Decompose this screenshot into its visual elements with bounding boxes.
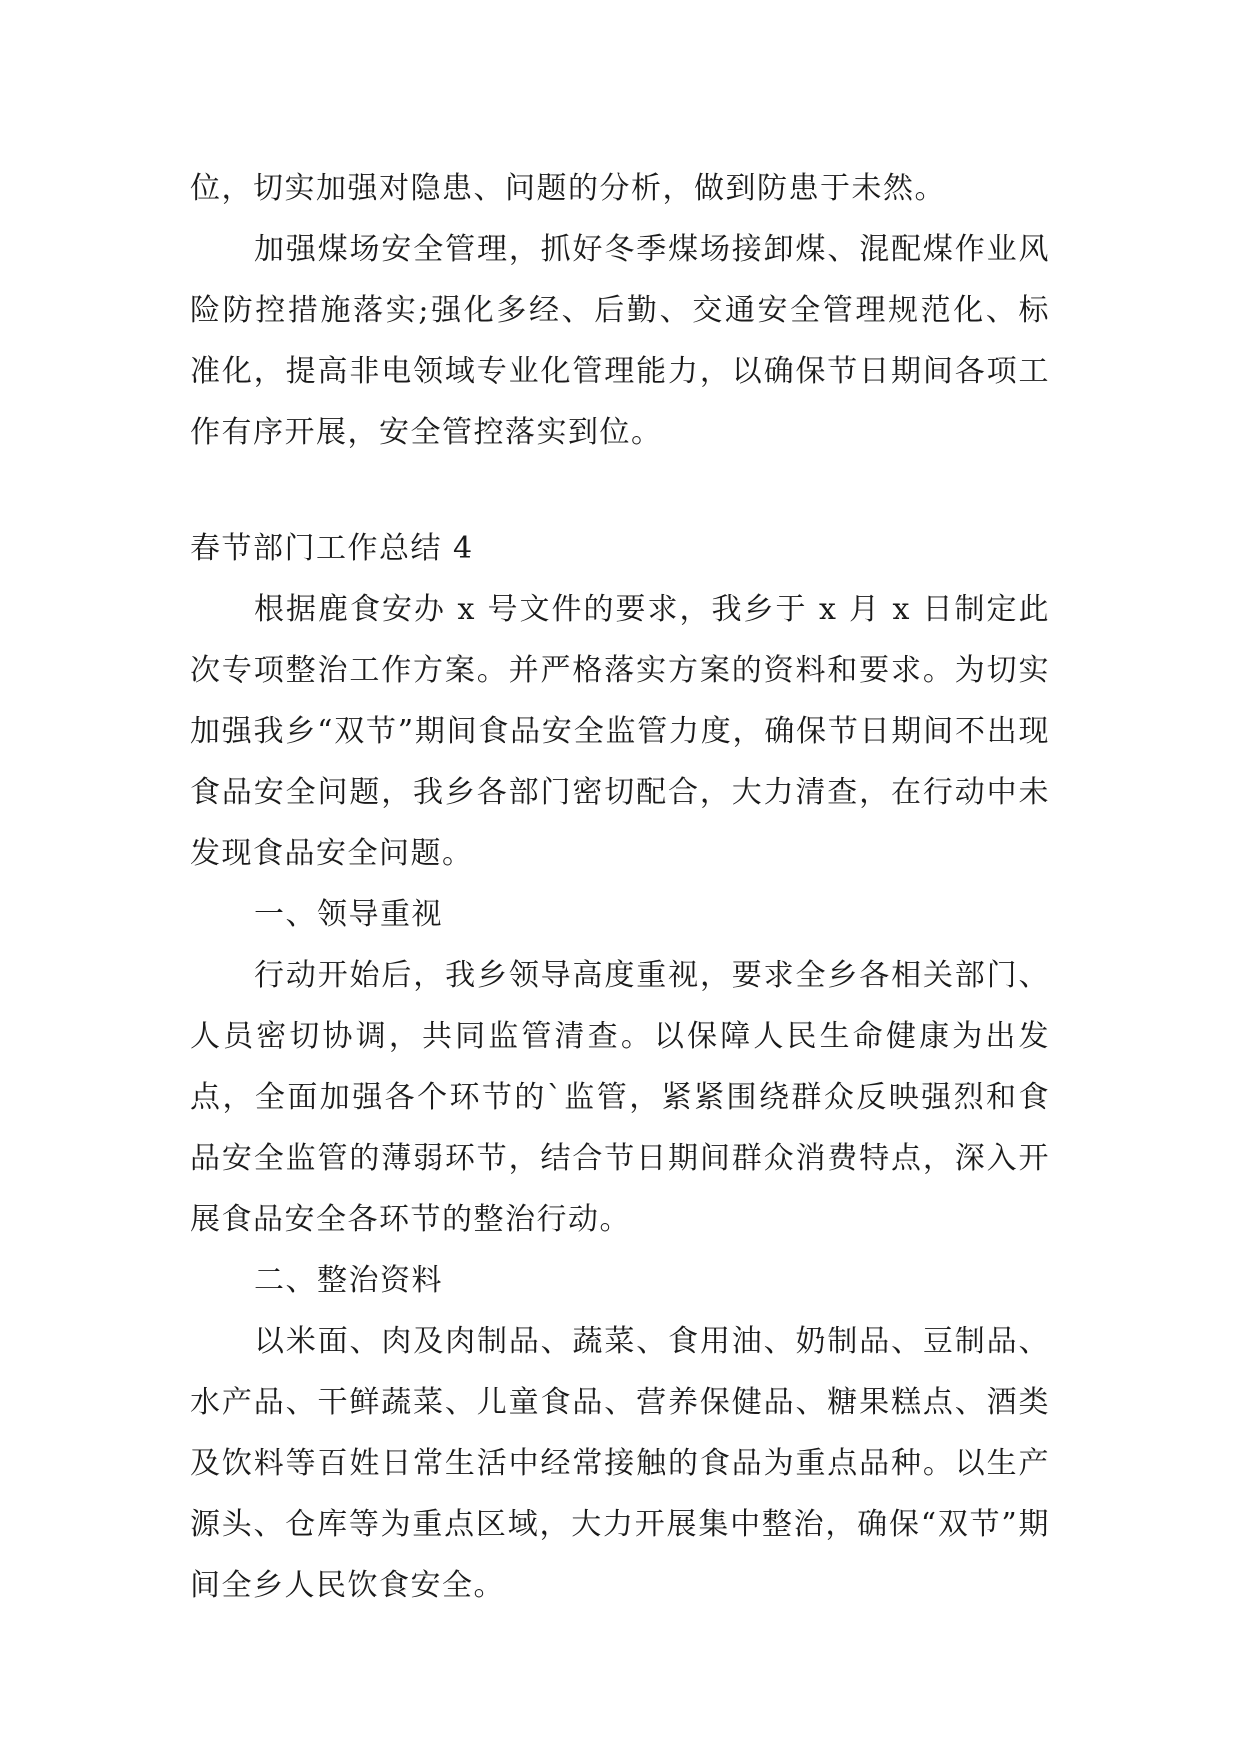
paragraph-continuation: 位，切实加强对隐患、问题的分析，做到防患于未然。 — [190, 171, 946, 206]
paragraph-intro: 根据鹿食安办 x 号文件的要求，我乡于 x 月 x 日制定此次专项整治工作方案。并严格落实方案的资料和要求。为切实加强我乡“双节”期间食品安全监管力度，确保节日期间不出现食品安全问题，我乡各部门密切配合，大力清查，在行动中未发现食品安全问题。 — [190, 592, 1050, 871]
heading-leadership: 一、领导重视 — [254, 897, 443, 932]
paragraph-rectification: 以米面、肉及肉制品、蔬菜、食用油、奶制品、豆制品、水产品、干鲜蔬菜、儿童食品、营养保健品、糖果糕点、酒类及饮料等百姓日常生活中经常接触的食品为重点品种。以生产源头、仓库等为重点区域，大力开展集中整治，确保“双节”期间全乡人民饮食安全。 — [190, 1324, 1050, 1603]
document-body — [190, 158, 1050, 1616]
section-title: 春节部门工作总结 4 — [190, 531, 474, 566]
paragraph-leadership: 行动开始后，我乡领导高度重视，要求全乡各相关部门、人员密切协调，共同监管清查。以保障人民生命健康为出发点，全面加强各个环节的`监管，紧紧围绕群众反映强烈和食品安全监管的薄弱环节，结合节日期间群众消费特点，深入开展食品安全各环节的整治行动。 — [190, 958, 1050, 1237]
paragraph-coal-yard-safety: 加强煤场安全管理，抓好冬季煤场接卸煤、混配煤作业风险防控措施落实;强化多经、后勤、交通安全管理规范化、标准化，提高非电领域专业化管理能力，以确保节日期间各项工作有序开展，安全管控落实到位。 — [190, 232, 1050, 450]
heading-rectification: 二、整治资料 — [254, 1263, 443, 1298]
